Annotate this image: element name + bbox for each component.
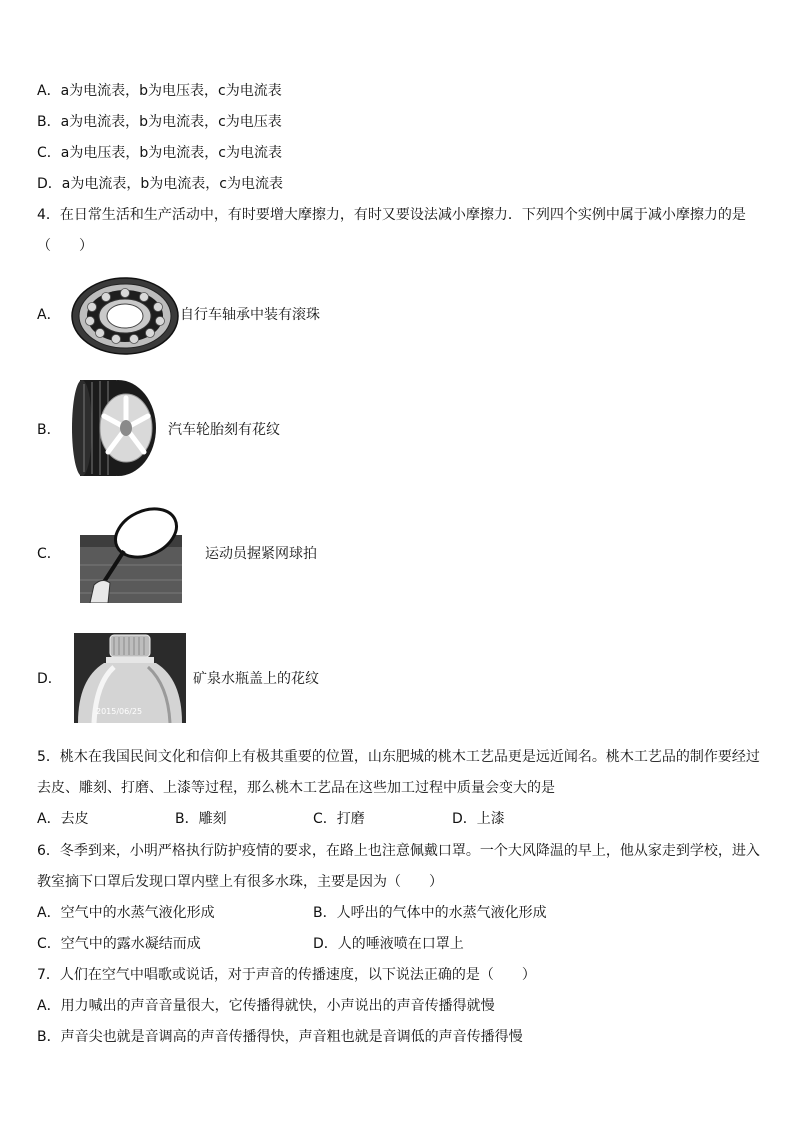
q6-stem-line2: 教室摘下口罩后发现口罩内壁上有很多水珠，主要是因为（ ） xyxy=(37,874,443,890)
q5-option-d: D．上漆 xyxy=(452,811,505,827)
photo-date-stamp: 2015/06/25 xyxy=(96,707,143,716)
car-tire-icon xyxy=(70,378,160,478)
q5-stem-line2: 去皮、雕刻、打磨、上漆等过程，那么桃木工艺品在这些加工过程中质量会变大的是 xyxy=(37,780,555,796)
q3-option-c: C．a为电压表，b为电流表，c为电流表 xyxy=(37,145,282,161)
q5-option-c: C．打磨 xyxy=(313,811,365,827)
q7-option-b: B．声音尖也就是音调高的声音传播得快，声音粗也就是音调低的声音传播得慢 xyxy=(37,1029,523,1045)
q4-option-d-label: D． xyxy=(37,671,62,687)
q3-option-b: B．a为电流表，b为电流表，c为电压表 xyxy=(37,114,282,130)
q4-option-c-text: 运动员握紧网球拍 xyxy=(205,546,317,562)
q6-option-a: A．空气中的水蒸气液化形成 xyxy=(37,905,215,921)
q6-option-c: C．空气中的露水凝结而成 xyxy=(37,936,201,952)
q5-option-b: B．雕刻 xyxy=(175,811,227,827)
q3-option-a: A．a为电流表，b为电压表，c为电流表 xyxy=(37,83,282,99)
q4-stem: 4．在日常生活和生产活动中，有时要增大摩擦力，有时又要设法减小摩擦力．下列四个实例中属于减小摩擦力的是 xyxy=(37,207,746,223)
q4-option-d-text: 矿泉水瓶盖上的花纹 xyxy=(193,671,319,687)
q4-option-b-label: B． xyxy=(37,422,61,438)
q5-stem-line1: 5．桃木在我国民间文化和信仰上有极其重要的位置，山东肥城的桃木工艺品更是远近闻名。桃木工艺品的制作要经过 xyxy=(37,749,760,765)
q7-stem: 7．人们在空气中唱歌或说话，对于声音的传播速度，以下说法正确的是（ ） xyxy=(37,967,536,983)
q4-stem-bracket: （ ） xyxy=(37,238,93,254)
bottle-cap-icon xyxy=(74,633,186,723)
q6-option-d: D．人的唾液喷在口罩上 xyxy=(313,936,464,952)
q3-option-d: D．a为电流表，b为电流表，c为电流表 xyxy=(37,176,283,192)
q6-option-b: B．人呼出的气体中的水蒸气液化形成 xyxy=(313,905,547,921)
q4-option-c-label: C． xyxy=(37,546,61,562)
q4-option-a-label: A． xyxy=(37,307,61,323)
q7-option-a: A．用力喊出的声音音量很大，它传播得就快，小声说出的声音传播得就慢 xyxy=(37,998,495,1014)
tennis-racket-icon xyxy=(80,505,182,603)
q6-stem-line1: 6．冬季到来，小明严格执行防护疫情的要求，在路上也注意佩戴口罩。一个大风降温的早上，他从家走到学校，进入 xyxy=(37,843,760,859)
q4-option-b-text: 汽车轮胎刻有花纹 xyxy=(168,422,280,438)
ball-bearing-icon xyxy=(70,276,180,356)
q4-option-a-text: 自行车轴承中装有滚珠 xyxy=(180,307,320,323)
q5-option-a: A．去皮 xyxy=(37,811,89,827)
